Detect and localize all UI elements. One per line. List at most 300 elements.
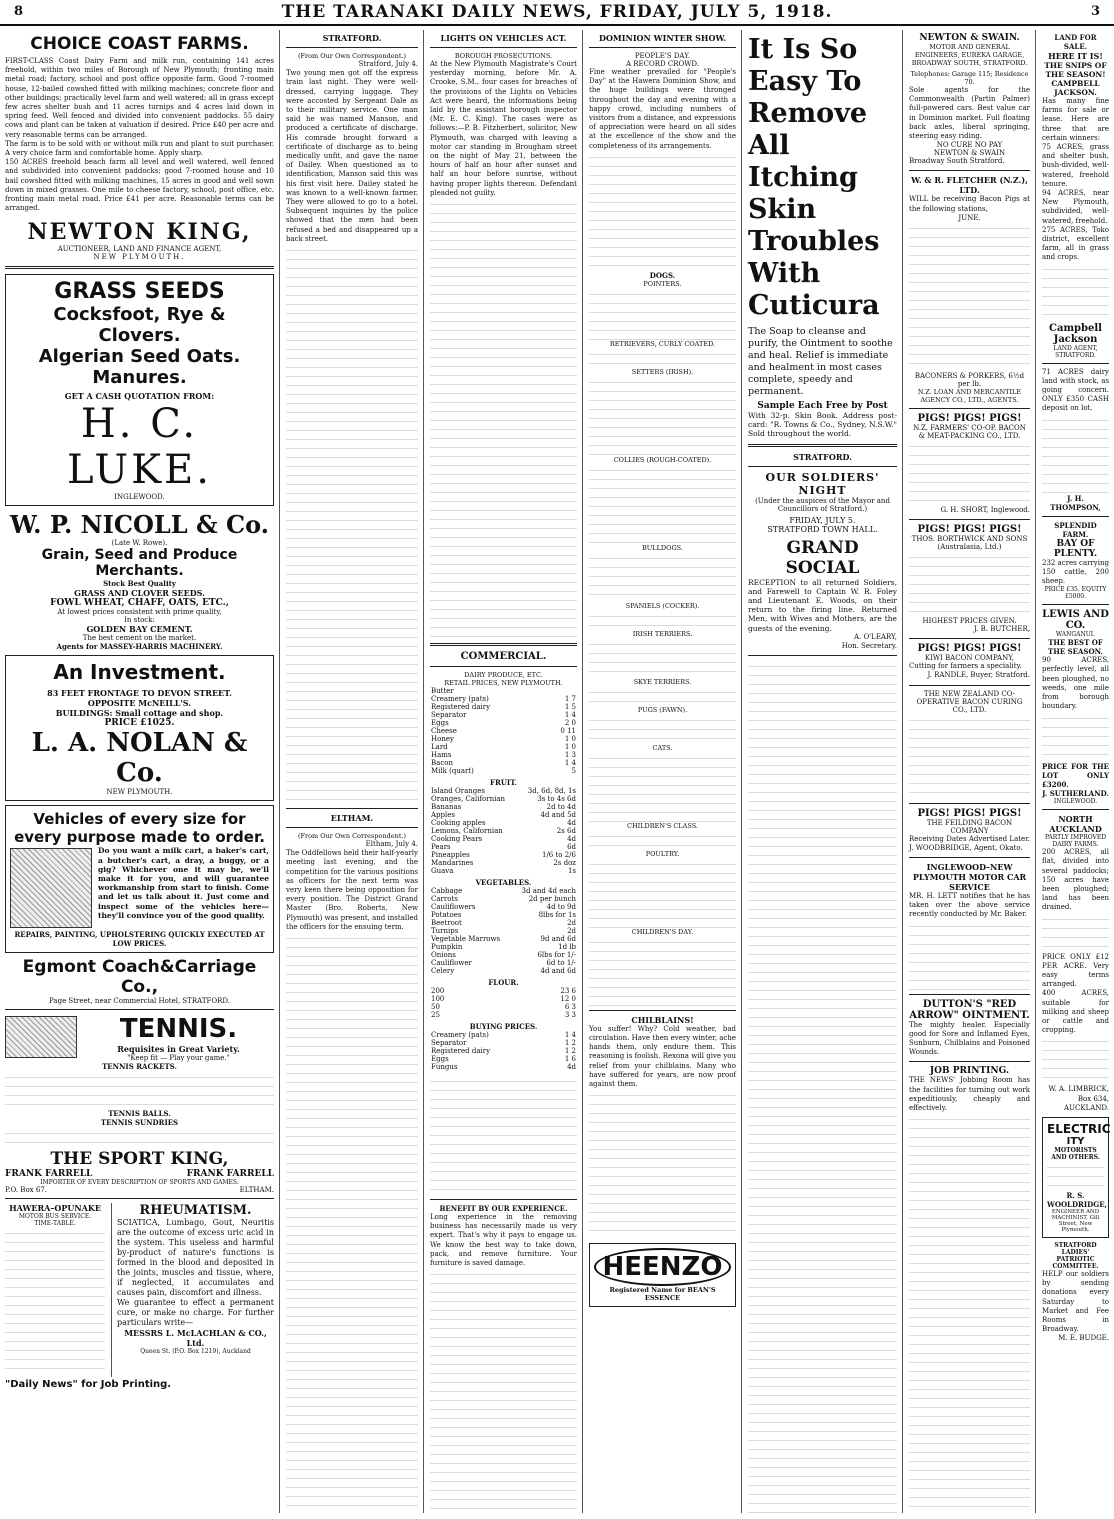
benefit-heading: BENEFIT BY OUR EXPERIENCE. [439, 1204, 568, 1214]
mclachlan-address: Queen St. (P.O. Box 1219), Auckland [140, 1348, 251, 1356]
item-name: Separator [431, 711, 467, 720]
nicoll-heading: W. P. NICOLL & Co. [9, 510, 270, 540]
table-row [430, 1039, 577, 1047]
record-crowd: A RECORD CROWD. [625, 60, 699, 68]
item-name: Pumpkin [431, 943, 463, 952]
fletcher-schedule [909, 222, 1030, 372]
item-name: Lard [431, 743, 448, 752]
motor-text [909, 920, 1030, 990]
setters-heading: SETTERS (IRISH). [631, 367, 694, 376]
land-agent: LAND AGENT, STRATFORD. [1053, 344, 1098, 359]
acres-200: 200 ACRES, all flat, divided into several paddocks; 150 acres have been ploughed; land has been drained. [1042, 848, 1109, 912]
item-name: Cooking Pears [431, 835, 483, 844]
tennis-sundries-list [5, 1127, 274, 1149]
soldiers-night: OUR SOLDIERS' NIGHT [765, 470, 880, 497]
farmers-coop: N.Z. FARMERS' CO-OP. BACON & MEAT-PACKING CO., LTD. [913, 423, 1026, 440]
item-name: Pears [431, 843, 451, 852]
acres-400-text [1042, 1035, 1109, 1085]
tennis-illustration [5, 1016, 77, 1058]
spaniels-list [589, 610, 736, 630]
acres-71: 71 ACRES dairy land with stock, as going concern. ONLY £350 CASH deposit on lot. [1042, 367, 1109, 413]
vehicles-body: Do you want a milk cart, a baker's cart, a butcher's cart, a dray, a buggy, or a gig? Whichever one it may be, we'll make it for you, and will guarantee workmanship from start to finish. Come and let us talk about it. Just come and inspect some of the vehicles here—they'll convince you of the good quality. [98, 846, 269, 920]
no-cure-no-pay: NO CURE NO PAY [936, 141, 1003, 150]
cart-illustration [10, 848, 92, 928]
buying-heading: BUYING PRICES. [469, 1022, 538, 1032]
north-auckland: NORTH AUCKLAND [1049, 814, 1102, 835]
item-price: 2s 6d [556, 827, 576, 836]
spaniels-heading: SPANIELS (COCKER). [625, 601, 700, 610]
pigs-heading-4: PIGS! PIGS! PIGS! [917, 807, 1022, 819]
electricity-text [1047, 1161, 1104, 1191]
table-row [430, 867, 577, 875]
pigs-heading-3: PIGS! PIGS! PIGS! [917, 643, 1022, 655]
skye-heading: SKYE TERRIERS. [633, 677, 692, 686]
heenzo-ad [589, 1243, 736, 1307]
item-price: 9d and 6d [540, 935, 576, 944]
sutherland-sign: J. SUTHERLAND. [1042, 789, 1109, 799]
heenzo-logo: HEENZO [594, 1248, 731, 1286]
item-price: 1 4 [564, 711, 576, 720]
column-5 [743, 30, 903, 1513]
item-name: Island Oranges [431, 787, 485, 796]
baconers: BACONERS & PORKERS, 6½d per lb. [914, 371, 1025, 388]
vehicles-ad [5, 805, 274, 953]
randle-sign: J. RANDLE, Buyer, Stratford. [927, 671, 1030, 680]
kiwi-bacon: KIWI BACON COMPANY, [924, 654, 1015, 663]
nicoll-stock: Stock Best Quality [103, 579, 176, 589]
lights-body: At the New Plymouth Magistrate's Court yesterday morning, before Mr. A. Crooke, S.M., four cases for breaches of the provisions of the Lights on Vehicles Act were heard, the informations being laid by the assistant borough inspector (Mr. E. C. King). The cases were as follows:—P. B. Fitzherbert, solicitor, New Plymouth, was charged with leaving a motor car standing in Brougham street on the night of May 21, between the hours of half an hour after sunset and half an hour before sunrise, without having proper lights thereon. Defendant pleaded not guilty. [430, 60, 577, 197]
item-price: 8lbs for 1s [538, 911, 576, 920]
price-200: PRICE ONLY £12 PER ACRE. Very easy terms arranged. [1042, 952, 1109, 989]
table-row [430, 843, 577, 851]
job-printing-text [909, 1113, 1030, 1513]
nolan-place: NEW PLYMOUTH. [106, 788, 173, 797]
acres-200-text [1042, 913, 1109, 953]
table-row [430, 1055, 577, 1063]
sport-king-heading: THE SPORT KING, [50, 1149, 229, 1170]
ladies-committee: STRATFORD LADIES' PATRIOTIC COMMITTEE. [1052, 1241, 1099, 1270]
table-row [430, 951, 577, 959]
table-row [430, 935, 577, 943]
borthwick: THOS. BORTHWICK AND SONS (Australasia, Ltd.) [911, 535, 1028, 552]
farms-note: The farm is to be sold with or without milk run and plant to suit purchaser. A very choice farm and comfortable home. Apply sharp. [5, 139, 274, 158]
dogs-heading: DOGS. [649, 270, 676, 280]
item-name: Potatoes [431, 911, 462, 920]
peoples-day: PEOPLE'S DAY. [634, 52, 691, 60]
thompson-sign: J. H. THOMPSON, [1050, 493, 1101, 512]
item-price: 6d [567, 843, 576, 852]
lewis-heading: LEWIS AND CO. [1042, 609, 1109, 632]
table-row [430, 767, 577, 775]
nicoll-merchants: Grain, Seed and Produce Merchants. [41, 547, 238, 580]
newton-swain-heading: NEWTON & SWAIN. [919, 33, 1020, 43]
newton-king-heading: NEWTON KING, [27, 219, 252, 246]
eltham-correspondent: (From Our Own Correspondent.) [297, 832, 407, 841]
electricity-suffix: ITY [1066, 1135, 1085, 1147]
item-name: Oranges, Californian [431, 795, 506, 804]
item-name: Cauliflowers [431, 903, 476, 912]
splendid-farm: SPLENDID FARM. [1054, 520, 1097, 539]
table-row [430, 1031, 577, 1039]
nicoll-best: The best cement on the market. [82, 634, 197, 643]
irish-list [589, 638, 736, 678]
item-name: Onions [431, 951, 456, 960]
acres-75: 75 ACRES, grass and shelter bush, bush-divided, well-watered, freehold tenure. [1042, 143, 1109, 188]
item-price: 1 3 [564, 751, 576, 760]
fruit-table [430, 787, 577, 875]
poultry-heading: POULTRY. [645, 849, 680, 858]
childrens-class: CHILDREN'S CLASS. [627, 821, 698, 830]
item-price: 1 7 [564, 695, 576, 704]
nolan-heading: L. A. NOLAN & Co. [31, 728, 248, 789]
item-name: Butter [431, 687, 454, 696]
investment-opposite: OPPOSITE McNEILL'S. [87, 698, 192, 709]
item-price: 2d to 4d [546, 803, 576, 812]
luke-name: H. C. LUKE. [67, 401, 212, 494]
social-body: RECEPTION to all returned Soldiers, and Farewell to Captain W. R. Foley and Lieutenant E. Woods, on their return to the firing line. Returned Men, with Wives and Mothers, are the guests of the evening. [748, 577, 897, 633]
stratford-correspondent: (From Our Own Correspondent.) [297, 52, 407, 60]
fletcher-body: WILL be receiving Bacon Pigs at the following stations, [909, 195, 1030, 213]
farrell-right: FRANK FARRELL [186, 1169, 274, 1180]
hawera-sub: MOTOR BUS SERVICE. [18, 1213, 92, 1221]
item-name: Milk (quart) [431, 767, 474, 776]
coop-schedule [909, 714, 1030, 799]
collies-heading: COLLIES (ROUGH-COATED). [613, 455, 712, 464]
veg-table [430, 887, 577, 975]
newspaper-title: THE TARANAKI DAILY NEWS, FRIDAY, JULY 5, 1918. [281, 2, 833, 22]
item-name: Eggs [431, 1055, 449, 1064]
grass-seeds-ad [5, 274, 274, 506]
investment-frontage: 83 FEET FRONTAGE TO DEVON STREET. [47, 688, 232, 699]
table-row [430, 987, 577, 995]
item-name: Cabbage [431, 887, 463, 896]
vehicles-repairs: REPAIRS, PAINTING, UPHOLSTERING QUICKLY EXECUTED AT LOW PRICES. [14, 930, 265, 949]
electric-heading: ELECTRIC [1047, 1121, 1111, 1136]
table-row [430, 1003, 577, 1011]
newton-swain-sub: MOTOR AND GENERAL ENGINEERS, EUREKA GARAGE, BROADWAY SOUTH, STRATFORD. [911, 43, 1028, 67]
table-row [430, 835, 577, 843]
cuticura-sample: Sample Each Free by Post [757, 401, 888, 411]
hawera-timetable [5, 1227, 105, 1377]
item-price: 1 4 [564, 759, 576, 768]
table-row [430, 743, 577, 751]
tennis-keep: "Keep fit — Play your game." [127, 1054, 230, 1063]
item-price: 4d [567, 835, 576, 844]
item-price [544, 687, 577, 695]
wanganui: WANGANUI. [1055, 631, 1096, 639]
bottom-ads-row [5, 1203, 274, 1377]
nicoll-grass: GRASS AND CLOVER SEEDS. [74, 588, 205, 599]
motor-service: INGLEWOOD–NEW PLYMOUTH MOTOR CAR SERVICE [912, 862, 1027, 893]
hawera-heading: HAWERA–OPUNAKE [9, 1203, 101, 1214]
fletcher-heading: W. & R. FLETCHER (N.Z.), LTD. [911, 175, 1028, 196]
table-row [430, 759, 577, 767]
cocksfoot-line: Cocksfoot, Rye & Clovers. [53, 304, 226, 347]
item-name: Registered dairy [431, 703, 491, 712]
irish-heading: IRISH TERRIERS. [632, 629, 693, 638]
item-name: Turnips [431, 927, 459, 936]
table-row [430, 803, 577, 811]
table-row [430, 719, 577, 727]
item-price: 3 3 [564, 1011, 576, 1020]
farrell-address-row [5, 1186, 274, 1194]
kiwi-body: Cutting for farmers a speciality. [909, 662, 1022, 671]
item-price: 6 3 [564, 1003, 576, 1012]
job-printing-footer: "Daily News" for Job Printing. [5, 1379, 172, 1391]
feilding-body: Receiving Dates Advertised Later. J. WOODBRIDGE, Agent, Okato. [909, 834, 1030, 852]
rheumatism-body: SCIATICA, Lumbago, Gout, Neuritis are the outcome of excess uric acid in the system. This useless and harmful by-product of nature's functions is formed in the blood and deposited in the joints, muscles and tissue, where, if neglected, it accumulates and causes pain, discomfort and illness. [117, 1218, 274, 1298]
table-row [430, 1047, 577, 1055]
best-of-season: THE BEST OF THE SEASON. [1048, 638, 1103, 657]
table-row [430, 919, 577, 927]
item-name: Creamery (pats) [431, 695, 489, 704]
table-row [430, 851, 577, 859]
commercial-notes [430, 1075, 577, 1195]
table-row [430, 735, 577, 743]
buying-table [430, 1031, 577, 1071]
item-price: 4d and 6d [540, 967, 576, 976]
hawera-ad [5, 1203, 105, 1377]
cats-list [589, 752, 736, 822]
benefit-body: Long experience in the removing business has necessarily made us very expert. That's why it pays to engage us. We know the best way to take down, pack, and remove furniture. Your furniture is saved damage. [430, 1213, 577, 1268]
page-number-left: 8 [14, 4, 24, 19]
campbell-body: Has many fine farms for sale or lease. Here are three that are certain winners: [1042, 97, 1109, 142]
setters-list [589, 376, 736, 456]
page-number-right: 3 [1090, 4, 1100, 19]
table-row [430, 911, 577, 919]
rheumatism-ad [111, 1203, 274, 1377]
item-name: Beetroot [431, 919, 462, 928]
pointers-heading: POINTERS. [643, 279, 682, 288]
bulldogs-list [589, 552, 736, 602]
farrell-left: FRANK FARRELL [5, 1169, 93, 1180]
hawera-table: TIME-TABLE. [34, 1220, 76, 1228]
fruit-heading: FRUIT. [490, 778, 517, 788]
childrens-day-text [589, 936, 736, 1006]
lights-heading: LIGHTS ON VEHICLES ACT. [440, 33, 567, 43]
skye-list [589, 686, 736, 706]
table-row [430, 787, 577, 795]
here-it-is: HERE IT IS! [1048, 51, 1103, 61]
item-name: Honey [431, 735, 454, 744]
limbrick-sign: W. A. LIMBRICK, Box 634, AUCKLAND. [1048, 1085, 1109, 1112]
dominion-body: Fine weather prevailed for "People's Day" at the Hawera Dominion Show, and the huge buildings were thronged throughout the day and evening with a happy crowd, including numbers of visitors from a distance, and expressions of appreciation were heard on all sides at the excellence of the show and the completeness of its arrangements. [589, 68, 736, 150]
soldiers-date: FRIDAY, JULY 5. [789, 515, 856, 525]
borthwick-schedule [909, 551, 1030, 617]
dominion-heading: DOMINION WINTER SHOW. [599, 33, 726, 43]
item-price: 2d [567, 919, 576, 928]
table-row [430, 903, 577, 911]
tennis-balls: TENNIS BALLS. [108, 1109, 171, 1119]
budge-sign: M. E. BUDGE. [1058, 1334, 1109, 1343]
butcher-sign: J. B. BUTCHER, [973, 625, 1030, 634]
item-price: 2d [567, 927, 576, 936]
price-lot: PRICE FOR THE LOT ONLY £3200. [1042, 761, 1109, 789]
column-3 [425, 30, 583, 1513]
retrievers-heading: RETRIEVERS, CURLY COATED. [609, 339, 716, 348]
ladies-body: HELP our soldiers by sending donations every Saturday to Market and Fee Rooms in Broadway. [1042, 1269, 1109, 1334]
tennis-rackets: TENNIS RACKETS. [102, 1062, 177, 1072]
item-name: Vegetable Marrows [431, 935, 501, 944]
soldiers-sub: (Under the auspices of the Mayor and Councillors of Stratford.) [755, 496, 890, 513]
dairy-heading: DAIRY PRODUCE, ETC. [464, 671, 543, 680]
tennis-sundries: TENNIS SUNDRIES [100, 1118, 179, 1128]
benefit-text [430, 1268, 577, 1513]
item-name: 50 [431, 1003, 440, 1012]
acres-71-text [1042, 414, 1109, 494]
algerian-line: Algerian Seed Oats. [38, 346, 241, 368]
table-row [430, 703, 577, 711]
farms-body: FIRST-CLASS Coast Dairy Farm and milk run, containing 141 acres freehold, within two miles of Borough of New Plymouth; fronting main metal road; factory, school and post office opposite farm. Good 7-roomed house, 12-bailed cowshed fitted with milking machines; concrete floor and other buildings; practically level farm and well watered; all in grass except few acres shelter bush and 11 acres turnips and 4 acres laid down in spring feed. Well fenced and divided into convenient paddocks. 55 dairy cows and plant can be taken at valuation if desired. Price £40 per acre and very reasonable terms can be arranged. [5, 57, 274, 139]
item-name: Creamery (pats) [431, 1031, 489, 1040]
electricity-ad [1042, 1117, 1109, 1238]
retail-heading: RETAIL PRICES, NEW PLYMOUTH. [444, 679, 563, 688]
item-name: 25 [431, 1011, 440, 1020]
investment-heading: An Investment. [53, 660, 226, 685]
nicoll-instock: In stock: [124, 616, 155, 625]
duttons-body: The mighty healer. Especially good for Sore and Inflamed Eyes, Sunburn, Chilblains and Poisoned Wounds. [909, 1020, 1030, 1057]
cuticura-body: The Soap to cleanse and purify, the Ointment to soothe and heal. Relief is immediate and healment in most cases complete, speedy and permanent. [748, 326, 893, 397]
chilblains-text [589, 1089, 736, 1239]
item-price: 2 0 [564, 719, 576, 728]
item-name: Hams [431, 751, 452, 760]
land-for-sale: LAND FOR SALE. [1054, 33, 1097, 51]
highest-prices: HIGHEST PRICES GIVEN. [922, 617, 1017, 626]
newton-king-sub: AUCTIONEER, LAND AND FINANCE AGENT, [57, 245, 222, 254]
pointers-list [589, 288, 736, 340]
item-name: Separator [431, 1039, 467, 1048]
lights-article-text [430, 198, 577, 638]
collies-list [589, 464, 736, 544]
item-name: 100 [431, 995, 445, 1004]
table-row [430, 967, 577, 975]
commercial-heading: COMMERCIAL. [460, 651, 547, 663]
acres-90-text [1042, 712, 1109, 762]
motorists: MOTORISTS AND OTHERS. [1051, 1146, 1100, 1161]
egmont-heading: Egmont Coach&Carriage Co., [22, 957, 257, 998]
item-price: 4d [567, 819, 576, 828]
column-1 [0, 30, 280, 1513]
table-row [430, 827, 577, 835]
item-price: 0 11 [560, 727, 576, 736]
column-6 [904, 30, 1036, 1513]
soldiers-hall: STRATFORD TOWN HALL. [767, 524, 878, 534]
item-price: 1 2 [564, 1039, 576, 1048]
flour-heading: FLOUR. [488, 978, 519, 988]
wooldridge-sub: ENGINEER AND MACHINIST, Gill Street, New Plymouth. [1051, 1208, 1100, 1233]
item-price: 1/6 to 2/6 [541, 851, 576, 860]
flour-table [430, 987, 577, 1019]
newton-king-place: NEW PLYMOUTH. [93, 253, 186, 262]
investment-ad [5, 655, 274, 801]
egmont-address: Page Street, near Commercial Hotel, STRATFORD. [49, 997, 230, 1006]
coop-bacon: THE NEW ZEALAND CO-OPERATIVE BACON CURING CO., LTD. [916, 689, 1023, 714]
newton-swain-body: Sole agents for the Commonwealth (Partin Palmer) full-powered cars. Best value car in Dominion market. Full floating back axles, liberal springing, steering easy riding. [909, 86, 1030, 141]
item-price: 4d to 9d [546, 903, 576, 912]
item-name: Eggs [431, 719, 449, 728]
item-price: 1 0 [564, 743, 576, 752]
pigs-heading-2: PIGS! PIGS! PIGS! [917, 524, 1022, 536]
social-signature: A. O'LEARY, [854, 632, 897, 641]
dominion-text [589, 151, 736, 271]
table-row [430, 819, 577, 827]
farrell-box: P.O. Box 67. [5, 1186, 47, 1195]
item-price: 2d per bunch [528, 895, 576, 904]
feilding-bacon: THE FEILDING BACON COMPANY [926, 818, 1013, 835]
table-row [430, 995, 577, 1003]
june-heading: JUNE. [958, 213, 981, 222]
investment-buildings: BUILDINGS: Small cottage and shop. [55, 708, 224, 719]
luke-place: INGLEWOOD. [114, 493, 165, 502]
farms-heading: CHOICE COAST FARMS. [30, 34, 249, 54]
farrell-importer: IMPORTER OF EVERY DESCRIPTION OF SPORTS AND GAMES. [40, 1179, 239, 1187]
item-name: Apples [431, 811, 455, 820]
cats-heading: CATS. [652, 743, 673, 752]
item-name: Registered dairy [431, 1047, 491, 1056]
campbell-sign: Campbell Jackson [1049, 322, 1102, 345]
duttons-heading: DUTTON'S "RED ARROW" OINTMENT. [909, 998, 1030, 1021]
item-name: Bacon [431, 759, 453, 768]
item-price: 2s doz [553, 859, 576, 868]
investment-price: PRICE £1025. [104, 718, 175, 729]
eltham-body: The Oddfellows held their half-yearly meeting last evening, and the competition for the various positions as officers for the next term was very keen there being opposition for every position. The District Grand Master (Bro. Roberts, New Plymouth) was present, and installed the officers for the ensuing term. [286, 849, 418, 931]
dairy-table [430, 687, 577, 775]
campbell-text [1042, 263, 1109, 323]
item-price: 12 0 [560, 995, 576, 1004]
item-price: 4d and 5d [540, 811, 576, 820]
item-price: 1s [567, 867, 576, 876]
chilblains-body: You suffer! Why? Cold weather, bad circulation. Have then every winter, ache hands them, only endure them. This reasoning is foolish. Rexona will give you relief from your chilblains. Many who have suffered for years, are now proof against them. [589, 1024, 736, 1089]
table-row [430, 859, 577, 867]
item-name: Carrots [431, 895, 458, 904]
table-row [430, 811, 577, 819]
job-printing-heading: JOB PRINTING. [929, 1066, 1010, 1077]
acres-90: 90 ACRES, perfectly level, all been ploughed, no weeds, one mile from borough boundary. [1042, 656, 1109, 711]
column-7 [1037, 30, 1114, 1513]
stratford-date: Stratford, July 4. [358, 60, 418, 68]
masthead [0, 0, 1114, 26]
table-row [430, 927, 577, 935]
tennis-racket-list [5, 1071, 274, 1109]
newton-swain-tel: Telephones: Garage 115; Residence 70. [910, 70, 1029, 86]
stratford-heading: STRATFORD. [322, 33, 382, 43]
pugs-heading: PUGS (FAWN). [637, 705, 688, 714]
mclachlan: MESSRS L. McLACHLAN & CO., Ltd. [124, 1328, 267, 1349]
item-name: Celery [431, 967, 455, 976]
newton-swain-place: Broadway South Stratford. [909, 157, 1005, 166]
price-35: PRICE £35. EQUITY £5000. [1044, 586, 1107, 601]
item-name: Cooking apples [431, 819, 486, 828]
retrievers-list [589, 348, 736, 368]
stratford-body: Two young men got off the express train last night. They were well-dressed, carrying luggage. They were accosted by Sergeant Dale as to their military service. One man said he was named Manson, and produced a certificate of discharge. His comrade brought forward a certificate of discharge as to being medically unfit, and gave the name of Dailey. When questioned as to identification, Manson said this was his first visit here. Dailey stated he was known to a well-known farmer. They were allowed to go to a hotel. Subsequent inquiries by the police showed that the men had been refused a bed and disappeared up a back street. [286, 69, 418, 243]
item-name: Cauliflower [431, 959, 472, 968]
chilblains-heading: CHILBLAINS! [631, 1014, 694, 1025]
table-row [430, 795, 577, 803]
item-name: Mandarines [431, 859, 474, 868]
nicoll-agents: Agents for MASSEY-HARRIS MACHINERY. [56, 642, 223, 652]
newton-swain-sign: NEWTON & SWAIN [933, 149, 1006, 158]
item-price: 1d lb [558, 943, 576, 952]
item-price: 1 4 [564, 1031, 576, 1040]
tennis-heading: TENNIS. [119, 1014, 238, 1045]
item-price: 3d and 4d each [521, 887, 576, 896]
table-row [430, 1011, 577, 1019]
farrell-town: ELTHAM. [239, 1186, 274, 1195]
social-role: Hon. Secretary. [841, 642, 897, 651]
table-row [430, 959, 577, 967]
item-price: 3d, 6d, 8d, 1s [527, 787, 576, 796]
wooldridge: R. S. WOOLDRIDGE, [1047, 1190, 1107, 1209]
